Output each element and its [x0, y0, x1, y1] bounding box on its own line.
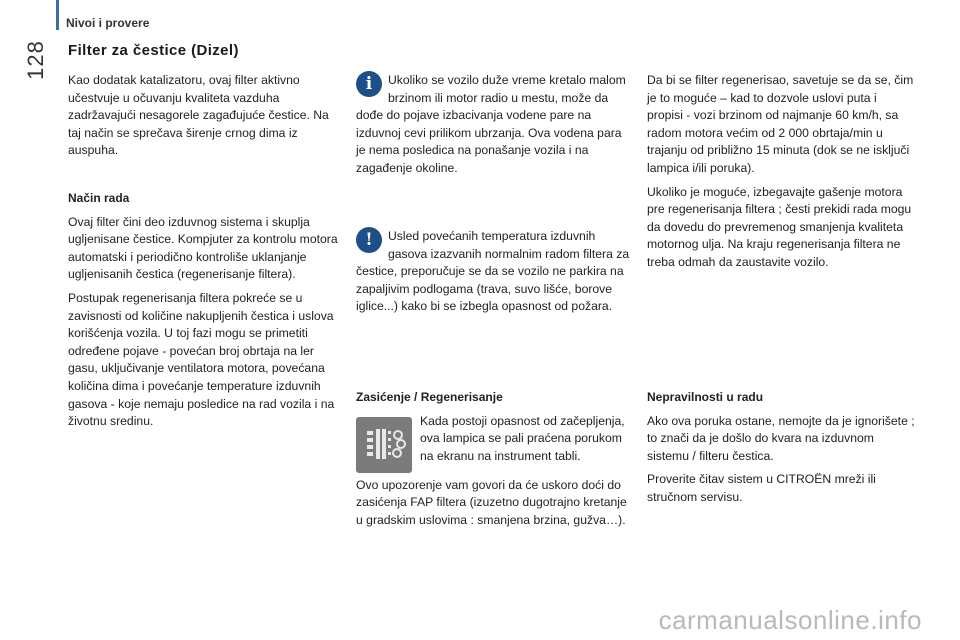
operation-paragraph-1: Ovaj filter čini deo izduvnog sistema i skuplja ugljenisane čestice. Kompjuter za kontrolu motora automatski i periodično kontroliše uklanjanje ugljenisanih čestica (regenerisanje filtera). — [68, 214, 338, 282]
column-1-operation — [68, 190, 340, 437]
sidebar-accent-line — [56, 0, 59, 30]
info-note — [356, 72, 632, 184]
regeneration-advice — [647, 72, 915, 278]
page-number: 128 — [23, 40, 48, 80]
operation-heading: Način rada — [68, 191, 130, 205]
page-title: Filter za čestice (Dizel) — [68, 42, 239, 59]
malfunction-paragraph-2: Proverite čitav sistem u CITROËN mreži ili stručnom servisu. — [647, 472, 876, 504]
malfunction-paragraph-1: Ako ova poruka ostane, nemojte da je ignorišete ; to znači da je došlo do kvara na izduvnom sistemu / filteru čestica. — [647, 413, 915, 463]
warning-note-text: Usled povećanih temperatura izduvnih gasova izazvanih normalnim radom filtera za čestice, preporučuje se da se vozilo ne parkira na zapaljivim podlogama (trava, suvo lišće, borove iglice...) kako bi se izbegla opasnost od požara. — [356, 229, 630, 314]
info-icon: i — [356, 71, 382, 97]
regeneration-paragraph-2: Ukoliko je moguće, izbegavajte gašenje motora pre regenerisanja filtera ; česti prekidi rada mogu da dovedu do prevremenog smanjenja kvaliteta motornog ulja. Na kraju regenerisanja filtera ne treba odmah da zaustavite vozilo. — [647, 184, 912, 269]
saturation-paragraph-1: Kada postoji opasnost od začepljenja, ova lampica se pali praćena porukom na ekranu na instrument tabli. — [420, 413, 625, 463]
saturation-paragraph-2: Ovo upozorenje vam govori da će uskoro doći do zasićenja FAP filtera (izuzetno dugotrajno kretanje u gradskim uslovima : smanjena brzina, gužva…). — [356, 477, 627, 527]
operation-paragraph-2: Postupak regenerisanja filtera pokreće se u zavisnosti od količine nakupljenih čestica i uslova korišćenja vozila. U toj fazi mogu se primetiti određene pojave - povećan broj obrtaja na ler gasu, uključivanje ventilatora motora, povećana količina dima i povećanje temperature izduvnih gasova - koje nemaju posledice na rad vozila i na životnu sredinu. — [68, 290, 335, 429]
section-header: Nivoi i provere — [66, 16, 150, 30]
warning-icon: ! — [356, 227, 382, 253]
malfunction-section — [647, 389, 915, 513]
diesel-particle-filter-icon — [356, 417, 412, 473]
column-1-intro — [68, 72, 340, 166]
intro-paragraph: Kao dodatak katalizatoru, ovaj filter aktivno učestvuje u očuvanju kvaliteta vazduha zadržavajući nesagorele zagađujuće čestice. Na taj način se sprečava širenje crnog dima iz auspuha. — [68, 73, 329, 158]
saturation-section — [356, 389, 632, 535]
malfunction-heading: Nepravilnosti u radu — [647, 390, 764, 404]
info-note-text: Ukoliko se vozilo duže vreme kretalo malom brzinom ili motor radio u mestu, može da dođe do pojave izbacivanja vodene pare na izduvnoj cevi prilikom ubrzanja. Ova vodena para je nema posledica na ponašanje vozila i na zagađenje okoline. — [356, 73, 626, 175]
regeneration-paragraph-1: Da bi se filter regenerisao, savetuje se da se, čim je to moguće – kad to dozvole uslovi puta i propisi - vozi brzinom od najmanje 60 km/h, sa radom motora većim od 2 000 obrtaja/min u trajanju od približno 15 minuta (dok se ne isključi lampica i/ili poruka). — [647, 73, 914, 175]
saturation-heading: Zasićenje / Regenerisanje — [356, 390, 503, 404]
watermark: carmanualsonline.info — [658, 605, 922, 635]
warning-note — [356, 228, 632, 322]
